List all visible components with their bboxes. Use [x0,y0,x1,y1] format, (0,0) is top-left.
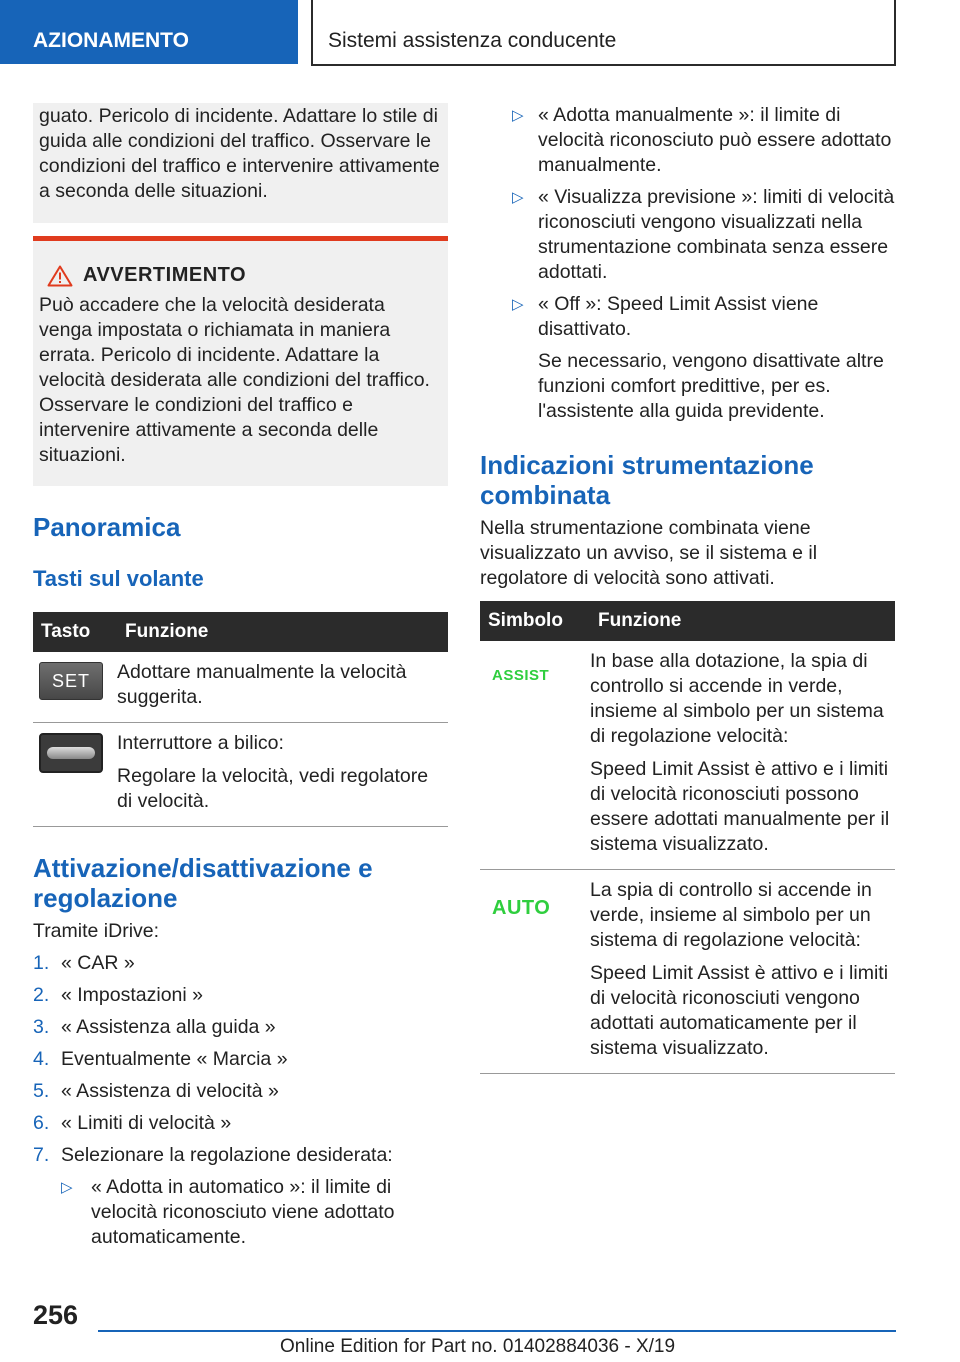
function-text: Regolare la velocità, vedi regolatore di velocità. [117,765,429,812]
chapter-title: Sistemi assistenza conducente [311,0,896,66]
list-item: ▷ « Adotta manualmente »: il limite di velocità riconosciuto può essere adottato manualmente. [480,103,895,178]
via-idrive-text: Tramite iDrive: [33,920,160,942]
col-header-symbol: Simbolo [480,601,590,641]
note-continuation-text: guato. Pericolo di incidente. Adattare lo stile di guida alle condizioni del traffico. Osservare le condizioni del traffico e intervenire attivamente a seconda delle situazioni. [39,105,440,202]
list-item: 1. « CAR » [33,952,135,974]
warning-text: Può accadere che la velocità desiderata venga impostata o richiamata in maniera errata. Pericolo di incidente. Adattare la velocità desiderata alle condizioni del traffico. Osservare le condizioni del traffico e intervenire attivamente a seconda delle situazioni. [39,294,430,466]
list-item: 5. « Assistenza di velocità » [33,1080,279,1102]
list-item: ▷ « Off »: Speed Limit Assist viene disattivato. [480,292,895,342]
step7-options [33,1175,448,1250]
table-row [480,870,895,1074]
function-text: In base alla dotazione, la spia di controllo si accende in verde, insieme al simbolo per un sistema di regolazione velocità: [590,650,884,747]
overview-heading: Panoramica [33,512,181,542]
function-text: Speed Limit Assist è attivo e i limiti di velocità riconosciuti vengono adottati automaticamente per il sistema visualizzato. [590,962,889,1059]
note-continuation-box [33,103,448,223]
function-text: La spia di controllo si accende in verde, insieme al simbolo per un sistema di regolazione velocità: [590,879,872,951]
col-header-key: Tasto [33,612,117,652]
steps-list [33,951,448,1168]
list-item: ▷ « Adotta in automatico »: il limite di velocità riconosciuto viene adottato automaticamente. [33,1175,448,1250]
bullet-triangle-icon: ▷ [512,189,524,206]
set-button-icon: SET [39,662,103,700]
footer-divider [98,1330,896,1332]
function-text: Interruttore a bilico: [117,732,284,754]
list-item: 4. Eventualmente « Marcia » [33,1048,288,1070]
buttons-heading: Tasti sul volante [33,566,204,591]
function-text: Speed Limit Assist è attivo e i limiti di velocità riconosciuti possono essere adottati manualmente per il sistema visualizzato. [590,758,890,855]
list-item: ▷ « Visualizza previsione »: limiti di velocità riconosciuti vengono visualizzati nella strumentazione combinata senza essere adottati. [480,185,895,285]
bullet-triangle-icon: ▷ [512,296,524,313]
left-column [33,103,448,1250]
list-item: 3. « Assistenza alla guida » [33,1016,276,1038]
rocker-switch-icon [39,733,103,773]
table-row [480,641,895,870]
list-item: 7. Selezionare la regolazione desiderata: [33,1144,393,1166]
indicators-heading: Indicazioni strumentazione combinata [480,450,814,510]
warning-title: AVVERTIMENTO [83,264,247,286]
warning-header [47,264,440,287]
warning-box [33,236,448,486]
buttons-table [33,612,448,827]
function-text: Adottare manualmente la velocità suggerita. [117,661,407,708]
bullet-triangle-icon: ▷ [61,1179,73,1196]
page-header [0,0,960,66]
activation-heading: Attivazione/disattivazione e regolazione [33,853,373,913]
off-option-note: Se necessario, vengono disattivate altre funzioni comfort predittive, per es. l'assistente alla guida previdente. [538,350,884,422]
indicators-intro: Nella strumentazione combinata viene visualizzato un avviso, se il sistema e il regolatore di velocità sono attivati. [480,517,818,589]
table-row [33,723,448,827]
step7-options-continued [480,103,895,342]
list-item: 2. « Impostazioni » [33,984,203,1006]
page-number: 256 [33,1300,79,1330]
right-column [480,103,895,1074]
col-header-function: Funzione [590,601,895,641]
table-row [33,652,448,723]
indicators-table [480,601,895,1074]
bullet-triangle-icon: ▷ [512,107,524,124]
list-item: 6. « Limiti di velocità » [33,1112,232,1134]
section-tab: AZIONAMENTO [0,0,298,64]
col-header-function: Funzione [117,612,448,652]
auto-indicator-icon: AUTO [492,897,551,919]
assist-indicator-icon: ASSIST [492,667,550,684]
warning-triangle-icon [47,265,73,287]
footer-edition: Online Edition for Part no. 01402884036 - X/19 [280,1336,676,1357]
